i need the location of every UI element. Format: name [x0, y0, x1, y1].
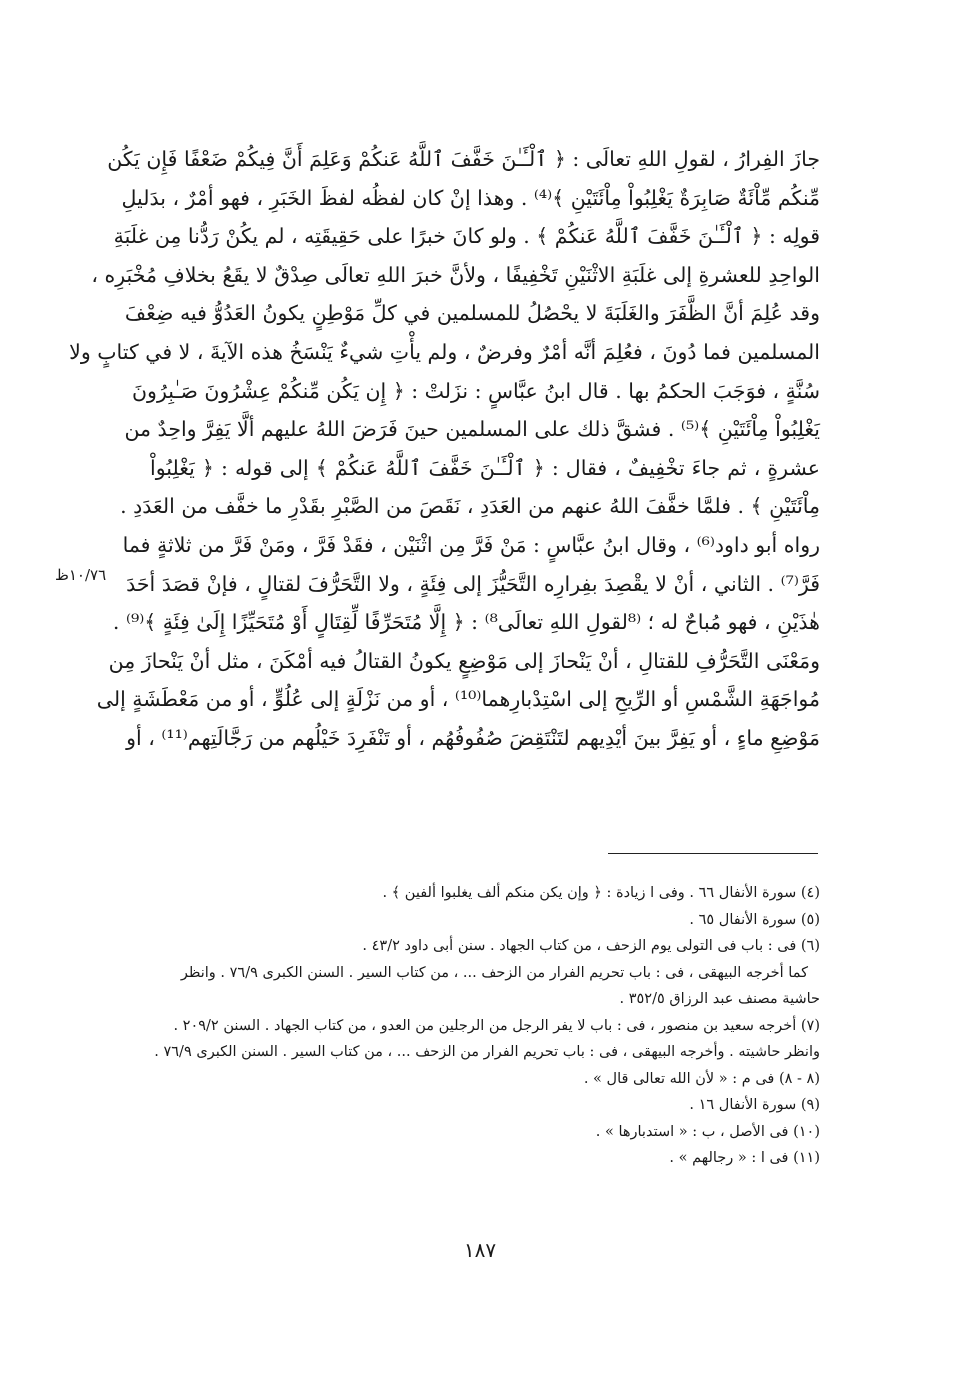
text-line: الواحِدِ للعشرةِ إلى غلَبَةِ الاثْنَيْنِ تَخْفِيفًا ، ولأنَّ خبرَ اللهِ تعالَى صِدْقٌ لا يقَعُ بخلافِ مُخْبَرِه ،	[91, 262, 820, 287]
text-line: المسلمين فما دُونَ ، فعُلِمَ أنَّه أمْرٌ وفرضٌ ، ولم يأْتِ شيءٌ يَنْسَخُ هذه الآيةَ ، لا في كتابٍ ولا	[69, 339, 820, 364]
footnote-separator	[608, 853, 818, 854]
text-line: مِاْئَتَيْنِ ﴾ . فلمَّا خفَّفَ اللهُ عنهم من العَدَدِ ، نَقَصَ من الصَّبْرِ بقَدْرِ ما خفَّف من العَدَدِ .	[120, 494, 820, 519]
text-line: ومَعْنَى التَّحَرُّفِ للقتالِ ، أنْ يَنْحازَ إلى مَوْضِعٍ يكونُ القتالُ فيه أمْكَنَ ، مثل أنْ يَنْحازَ مِن	[108, 648, 820, 673]
footnote-line: (١٠) فى الأصل ، ب : « استدبارها » .	[595, 1123, 820, 1140]
text-line: فَرَّ⁽⁷⁾ . الثاني ، أنْ لا يقْصِدَ بفِرارِه التَّحَيُّزَ إلى فِئَةٍ ، ولا التَّحَرُّفَ لقتالٍ ، فإنْ قصَدَ أحَدَ	[126, 571, 820, 596]
footnote-line: وانظر حاشيته . وأخرجه البيهقى ، فى : باب تحريم الفرار من الزحف ... ، من كتاب السير . السنن الكبرى ٧٦/٩ .	[154, 1044, 820, 1060]
text-line: عشرةٍ ، ثم جاءَ تخْفِيفٌ ، فقال : ﴿ ٱلْـَٔـٰنَ خَفَّفَ ٱللَّهُ عَنكُمْ ﴾ إلى قوله : ﴿ يَغْلِبُواْ	[150, 455, 820, 480]
margin-folio-note: ١٠/٧٦ظ	[55, 566, 107, 584]
footnote-line: (٩) سورة الأنفال ١٦ .	[689, 1097, 820, 1113]
footnote-line: (١١) فى ا : « رجالهم » .	[669, 1150, 820, 1166]
text-line: جازَ الفِرارُ ، لقولِ اللهِ تعالَى : ﴿ ٱلْـَٔـٰنَ خَفَّفَ ٱللَّهُ عَنكُمْ وَعَلِمَ أَنَّ فِيكُمْ ضَعْفًا فَإِن يَكُن	[107, 147, 820, 171]
text-line: رواه أبو داود⁽⁶⁾ ، وقال ابنُ عبَّاسٍ : مَنْ فَرَّ مِن اثْنَيْن ، فقَدْ فَرَّ ، ومَنْ فَرَّ من ثلاثةٍ فما	[122, 532, 820, 557]
footnote-line: (٧) أخرجه سعيد بن منصور ، فى : باب لا يفر الرجل من الرجلين من العدو ، من كتاب الجهاد . السنن ٢٠٩/٢ .	[173, 1017, 820, 1034]
footnote-line: (٤) سورة الأنفال ٦٦ . وفى ا زيادة : ﴿ وإن يكن منكم ألف يغلبوا ألفين ﴾ .	[382, 885, 820, 901]
text-line: مِّنكُم مِّاْئَةٌ صَابِرَةٌ يَغْلِبُواْ مِاْئَتَيْنِ ﴾⁽⁴⁾ . وهذا إنْ كان لفظُه لفظَ الخَبَرِ ، فهو أمْرٌ ، بدَليلِ	[121, 185, 820, 210]
footnote-line: (٦) فى : باب فى التولى يوم الزحف ، من كتاب الجهاد . سنن أبى داود ٤٣/٢ .	[362, 938, 820, 954]
text-line: قولِه : ﴿ ٱلْـَٔـٰنَ خَفَّفَ ٱللَّهُ عَنكُمْ ﴾ . ولو كانَ خبرًا على حَقِيقَتِه ، لم يكُنْ رَدُّنا مِن غلَبَةِ	[113, 224, 820, 249]
footnote-line: حاشية مصنف عبد الرزاق ٣٥٢/٥ .	[619, 991, 820, 1007]
page-number: ١٨٧	[463, 1238, 497, 1262]
text-line: سُنَّةٍ ، فوَجَبَ الحكمُ بها . قال ابنُ عبَّاسٍ : نزَلتْ : ﴿ إِن يَكُن مِّنكُمْ عِشْرُونَ صَـٰبِرُونَ	[131, 378, 820, 403]
text-line: يَغْلِبُواْ مِاْئَتَيْنِ ﴾⁽⁵⁾ . فشقَّ ذلك على المسلمين حينَ فَرَضَ اللهُ عليهم ألَّا يَفِرَّ واحِدٌ من	[124, 417, 820, 442]
footnotes	[150, 880, 820, 1172]
text-line: مُواجَهَةِ الشَّمْسِ أو الرِّيحِ إلى اسْتِدْبارِهما⁽¹⁰⁾ ، أو من نَزْلَةٍ إلى عُلُوٍّ ، أو من مَعْطَشَةٍ إلى	[96, 687, 820, 712]
text-line: مَوْضِعِ ماءٍ ، أو يَفِرَّ بينَ أيْدِيهم لتَنْتَقِضَ صُفُوفُهُم ، أو تَنْفَرِدَ خَيْلُهم من رَجَّالَتِهم⁽¹¹⁾ ، أو	[126, 725, 820, 750]
text-line: وقد عُلِمَ أنَّ الظَّفَرَ والغَلَبَةَ لا يحْصُلُ للمسلمين في كلِّ مَوْطِنٍ يكونُ العَدُوُّ فيه ضِعْفَ	[124, 301, 820, 326]
footnote-line: (٨ - ٨) فى م : « لأن الله تعالى قال » .	[583, 1070, 820, 1087]
text-line: هٰذَيْنِ ، فهو مُباحٌ له ؛ ⁽⁸لقولِ اللهِ تعالَى⁸⁾ : ﴿ إِلَّا مُتَحَرِّفًا لِّقِتَالٍ أَوْ مُتَحَيِّزًا إِلَىٰ فِئَةٍ ﴾⁽⁹⁾ .	[112, 610, 820, 635]
footnote-line: (٥) سورة الأنفال ٦٥ .	[689, 911, 820, 928]
footnote-line: كما أخرجه البيهقى ، فى : باب تحريم الفرار من الزحف ... ، من كتاب السير . السنن الكبرى ٧٦/٩ . وانظر	[180, 964, 808, 981]
